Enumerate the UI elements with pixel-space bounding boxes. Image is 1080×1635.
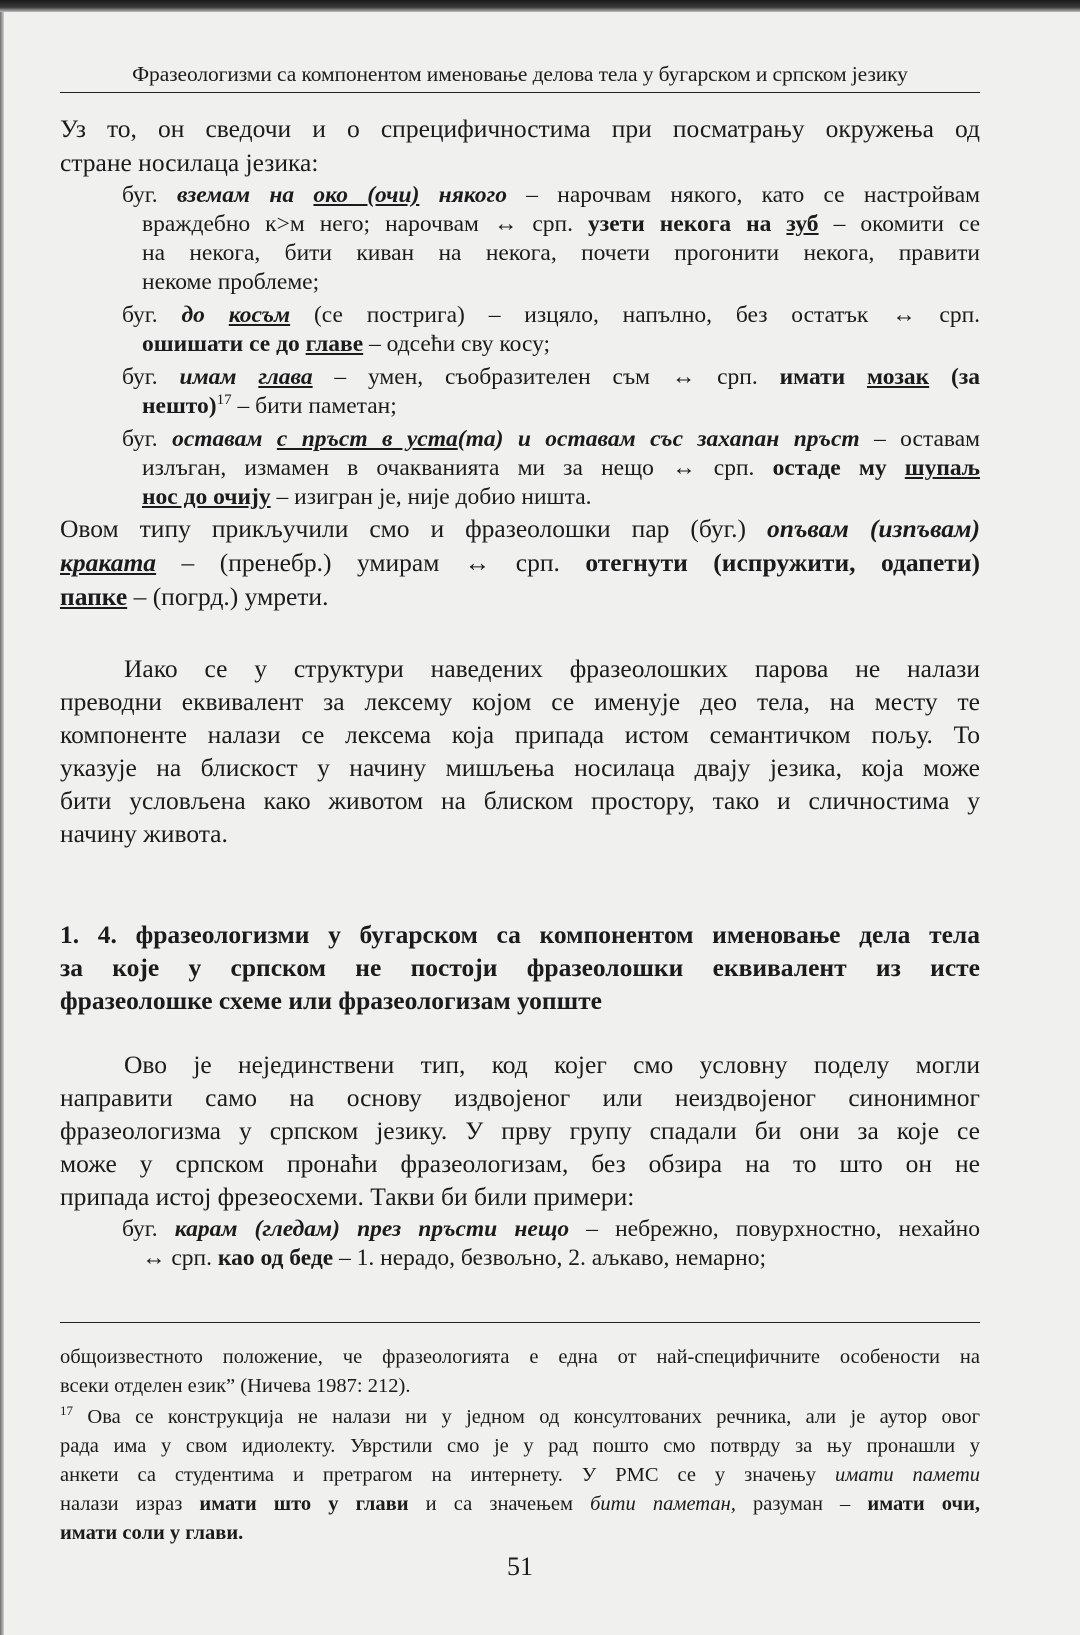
section-heading: 1. 4. фразеологизми у бугарском са компонентом именовање дела тела xyxy=(60,920,980,949)
example-line: буг. вземам на око (очи) някого – нарочвам някого, като се настройвам xyxy=(122,182,981,208)
footnote-line: анкети са студентима и претрагом на интернету. У РМС се у значењу имати памети xyxy=(60,1464,980,1486)
page-number: 51 xyxy=(507,1552,533,1581)
body-line: може у српском пронаћи фразеологизам, без обзира на то што он не xyxy=(60,1149,980,1178)
scan-top-band xyxy=(0,0,1080,12)
example-line: буг. карам (гледам) през пръсти нещо – небрежно, повурхностно, нехайно xyxy=(122,1216,981,1242)
body-line: Иако се у структури наведених фразеолошких парова не налази xyxy=(124,654,980,683)
body-line: фразеологизма у српском језику. У прву групу спадали би они за које се xyxy=(60,1116,980,1145)
example-line: буг. имам глава – умен, съобразителен съм ↔ срп. имати мозак (за xyxy=(122,364,981,390)
footnote-line: рада има у свом идиолекту. Уврстили смо је у рад пошто смо потврду за њу пронашли у xyxy=(60,1435,980,1457)
footnote-rule xyxy=(60,1322,980,1323)
body-line: Овом типу прикључили смо и фразеолошки пар (буг.) опъвам (изпъвам) xyxy=(60,514,980,543)
body-line: начину живота. xyxy=(60,819,228,848)
body-line: направити само на основу издвојеног или неиздвојеног синонимног xyxy=(60,1083,980,1112)
body-line: припада истој фрезеосхеми. Такви би били примери: xyxy=(60,1182,635,1211)
section-heading: за које у српском не постоји фразеолошки еквивалент из исте xyxy=(60,953,980,982)
footnote-marker: 17 xyxy=(60,1403,73,1419)
footnote-line: всеки отделен език” (Ничева 1987: 212). xyxy=(60,1375,411,1397)
body-line: компоненте налази се лексема која припада истом семантичком пољу. То xyxy=(60,720,980,749)
running-header: Фразеологизми са компонентом именовање делова тела у бугарском и српском језику xyxy=(132,62,908,86)
intro-line: Уз то, он сведочи и о спрецифичностима при посматрању окружења од xyxy=(60,114,980,143)
example-line: излъган, измамен в очакванията ми за нещо ↔ срп. остаде му шупаљ xyxy=(142,455,981,481)
example-line: ↔ срп. као од беде – 1. нерадо, безвољно, 2. аљкаво, немарно; xyxy=(142,1245,767,1271)
body-line: Ово је нејединствени тип, код којег смо условну поделу могли xyxy=(124,1050,980,1079)
example-line: некоме проблеме; xyxy=(142,269,320,295)
footnote-line: общоизвестното положение, че фразеологията е една от най-специфичните особености на xyxy=(60,1346,980,1368)
footnote-line: имати соли у глави. xyxy=(60,1522,244,1544)
example-line: буг. оставам с пръст в уста(та) и оставам със захапан пръст – оставам xyxy=(122,426,981,452)
body-line: бити условљена како животом на блиском простору, тако и сличностима у xyxy=(60,786,980,815)
book-page xyxy=(4,12,1080,1635)
header-rule xyxy=(60,92,980,93)
section-heading: фразеолошке схеме или фразеологизам уопште xyxy=(60,986,602,1015)
example-line: враждебно к>м него; нарочвам ↔ срп. узети некога на зуб – окомити се xyxy=(142,211,981,237)
intro-line: стране носилаца језика: xyxy=(60,148,319,177)
body-line: папке – (погрд.) умрети. xyxy=(60,582,329,611)
example-line: буг. до косъм (се пострига) – изцяло, напълно, без остатък ↔ срп. xyxy=(122,302,981,328)
example-line: нешто)$^{17}$ – бити паметан; xyxy=(142,392,397,419)
body-line: преводни еквивалент за лексему којом се именује део тела, на месту те xyxy=(60,687,980,716)
body-line: краката – (пренебр.) умирам ↔ срп. отегнути (испружити, одапети) xyxy=(60,548,981,577)
example-line: на некога, бити киван на некога, почети прогонити некога, правити xyxy=(142,240,980,266)
body-line: указује на блискост у начину мишљења носилаца двају језика, која може xyxy=(60,753,980,782)
example-line: ошишати се до главе – одсећи сву косу; xyxy=(142,331,551,357)
footnote-line: $^{17}$ Ова се конструкција не налази ни у једном од консултованих речника, али је аутор овог xyxy=(60,1403,980,1428)
footnote-line: налази израз имати што у глави и са значењем бити паметан, разуман – имати очи, xyxy=(60,1493,980,1515)
example-line: нос до очију – изигран је, није добио ништа. xyxy=(142,484,592,510)
